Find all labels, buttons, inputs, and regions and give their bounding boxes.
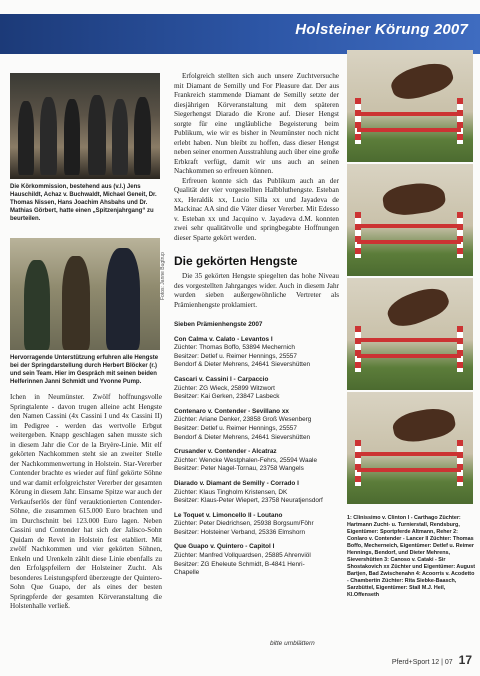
owner-line: Besitzer: Detlef u. Reimer Hennings, 25557 [174, 424, 297, 432]
paragraph: Erfolgreich stellten sich auch unsere Zuchtversuche mit Diamant de Semilly und For Pleasure dar. Der aus Frankreich stammende Diamant de Semilly setzte der diesjährigen Körveranstaltung mit dem späteren Siegerhengst Diarado die Krone auf. Dieser Hengst sorgte für eine ungläubliche Begeisterung beim Publikum, wie wir es bisher in Neumünster noch nicht erlebt haben. Nun bleibt zu hoffen, dass dieser Hengst neben seiner enormen Ausstrahlung auch über eine große Erbkraft verfügt, damit wir uns auch an seinen Nachkommen so erfreuen können. [174, 72, 339, 175]
owner-line-cont: Chapelle [174, 569, 200, 577]
breeder-line: Züchter: Thomas Boffo, 53894 Mechernich [174, 344, 295, 352]
stallion-name: Que Guapo v. Quintero - Capitol I [174, 543, 275, 551]
owner-line: Besitzer: Peter Nagel-Tornau, 23758 Wangels [174, 465, 304, 473]
breeder-line: Züchter: Klaus Tingholm Kristensen, DK [174, 488, 288, 496]
stallion-name: Contenaro v. Contender - Sevillano xx [174, 407, 289, 415]
strip-caption: 1: Clinissimo v. Clinton I - Carthago Züchter: Hartmann Zucht- u. Turnierstall, Rendsburg, Eigentümer: Sportpferde Altmann, Reher 2: Conlaro v. Contender - Lancer II Züchter: Thomas Boffo, Mecherneich, Eigentümer: Detlef u. Reimer Hennings, Bendorf, und Dieter Mehrens, Sievershütten 3: Canoso v. Cataki - Sir Shostakovich xx Züchter und Eigentümer: August Bartjen, Bad Zwischenahn 4: Acoorris v. Acodetto - Chambertin Züchter: Rita Siebke-Baasch, Sarzbüttel, Eigentümer: Stall M.J. Heil, Kl.Offenseth [347, 515, 475, 598]
page-footer [392, 653, 472, 667]
stallion-list [174, 321, 342, 578]
stallion-name: Cascari v. Cassini I - Carpaccio [174, 375, 269, 383]
breeder-line: Züchter: ZG Wieck, 25899 Witzwort [174, 384, 275, 392]
paragraph: Erfreuen konnte sich das Publikum auch an der Qualität der vier vorgestellten Halbbluthengste. Esteban xx, Heraldik xx, Lucio Silla xx und Jayadeva de Mackinac AA sind die Väter dieser Vererber. Mit Edesso v. Esteban xx und Jacquino v. Jayadeva d.M. konnten zwei sehr qualitätvolle und springbegabte Hoffnungen dieser Sparte gekört werden. [174, 176, 339, 242]
commission-caption: Die Körkommission, bestehend aus (v.l.) Jens Hauschildt, Achaz v. Buchwaldt, Michael Geneit, Dr. Thomas Nissen, Hans Joachim Ahsbahs und Dr. Mathias Görbert, hatte einen „Spitzenjahrgang“ zu beurteilen. [10, 184, 157, 222]
jump-photo-4 [347, 392, 473, 504]
jump-photo-2 [347, 164, 473, 276]
breeder-line: Züchter: Manfred Vollquardsen, 25885 Ahrenviöl [174, 552, 311, 560]
list-item [174, 376, 342, 402]
stallion-name: Diarado v. Diamant de Semilly - Corrado I [174, 479, 299, 487]
owner-line: Besitzer: Holsteiner Verband, 25336 Elmshorn [174, 528, 306, 536]
owner-line-cont: Bendorf & Dieter Mehrens, 24641 Sievershütten [174, 433, 311, 441]
breeder-line: Züchter: Ariane Denker, 23858 Groß Wesenberg [174, 416, 312, 424]
list-item [174, 512, 342, 538]
helpers-photo [10, 238, 160, 350]
list-item [174, 336, 342, 370]
list-item [174, 448, 342, 474]
magazine-name: Pferd+Sport [391, 659, 430, 666]
list-item [174, 543, 342, 577]
list-item [174, 480, 342, 506]
jump-photo-1 [347, 50, 473, 162]
stallion-name: Con Calma v. Calato - Levantos I [174, 335, 273, 343]
stallion-name: Le Toquet v. Limoncello II - Loutano [174, 511, 283, 519]
owner-line: Besitzer: Detlef u. Reimer Hennings, 25557 [174, 352, 297, 360]
jump-photo-3 [347, 278, 473, 390]
breeder-line: Züchter: Wencke Westphalen-Fehrs, 25594 Waale [174, 456, 318, 464]
section-title: Holsteiner Körung 2007 [295, 21, 468, 38]
list-subheading: Sieben Prämienhengste 2007 [174, 321, 263, 328]
photo-credit: Fotos: Janne Bugtrup [160, 252, 166, 300]
breeder-line: Züchter: Peter Diedrichsen, 25938 Borgsum/Föhr [174, 520, 314, 528]
list-item [174, 408, 342, 442]
article-subheading: Die gekörten Hengste [174, 254, 298, 268]
owner-line: Besitzer: Klaus-Peter Wiepert, 23758 Neuratjensdorf [174, 497, 323, 505]
intro-paragraph [174, 272, 339, 310]
paragraph: Die 35 gekörten Hengste spiegelten das hohe Niveau des vorgestellten Jahrganges wider. Auch in diesem Jahr wurden sieben außergewöhnliche Vertreter als Prämienhengste proklamiert. [174, 272, 339, 309]
jumping-photo-strip [347, 50, 473, 506]
left-body-text: Ichen in Neumünster. Zwölf hoffnungsvolle Springtalente - davon trugen alleine acht Hengste den Namen Cassini (4x Cassini I und 4x Cassini II) im Pedigree - werden das wertvolle Erbgut weitergeben. Knapp geschlagen sahen musste sich in diesem Jahr die Cor de la Bryère-Linie. Mit elf gekörten Nachkommen steht sie an zweiter Stelle der Nachkommenwertung in Holstein. Star-Vererber Contender brachte es wieder auf fünf gekörte Söhne und war damit erfolgreichster Vererber der gesamten Körung in diesem Jahr. Einsame Spitze war auch der Verkaufserlös der fünf verauktionierten Contender-Söhne, die zusammen 615.000 Euro brachten und im Durchschnitt bei 123.000 Euro lagen. Neben Cassini und Contender hat sich der Jalisco-Sohn Quidam de Revel in Holstein fest etabliert. Mit zwölf Nachkommen und vier gekörten Söhnen, Enkeln und Urenkeln zählt diese Linie ebenfalls zu den Erfolgspfeilern der Holsteiner Zucht. Als besonderes Leistungspferd überzeugte der Quintero-Sohn Que Guapo, der als eines der besten Springpferde der gesamten Körveranstaltung die Holstenhalle verließ. [10, 393, 162, 610]
helpers-caption: Hervorragende Unterstützung erfuhren alle Hengste bei der Springdarstellung durch Herbert Blöcker (r.) und sein Team. Hier im Gespräch mit seinen beiden Helferinnen Janni Schmidt und Yvonne Pump. [10, 355, 159, 385]
section-header-band [0, 14, 480, 54]
issue-number: 12 | 07 [431, 659, 453, 666]
owner-line: Besitzer: Kai Gerken, 23847 Lasbeck [174, 393, 280, 401]
continue-note: bitte umblättern [270, 640, 315, 647]
stallion-name: Crusander v. Contender - Alcatraz [174, 448, 277, 456]
page-number: 17 [458, 653, 472, 667]
commission-photo [10, 73, 160, 179]
owner-line-cont: Bendorf & Dieter Mehrens, 24641 Sievershütten [174, 361, 311, 369]
middle-body-text [174, 72, 339, 243]
owner-line: Besitzer: ZG Eheleute Schmidt, B-4841 Henri- [174, 560, 305, 568]
